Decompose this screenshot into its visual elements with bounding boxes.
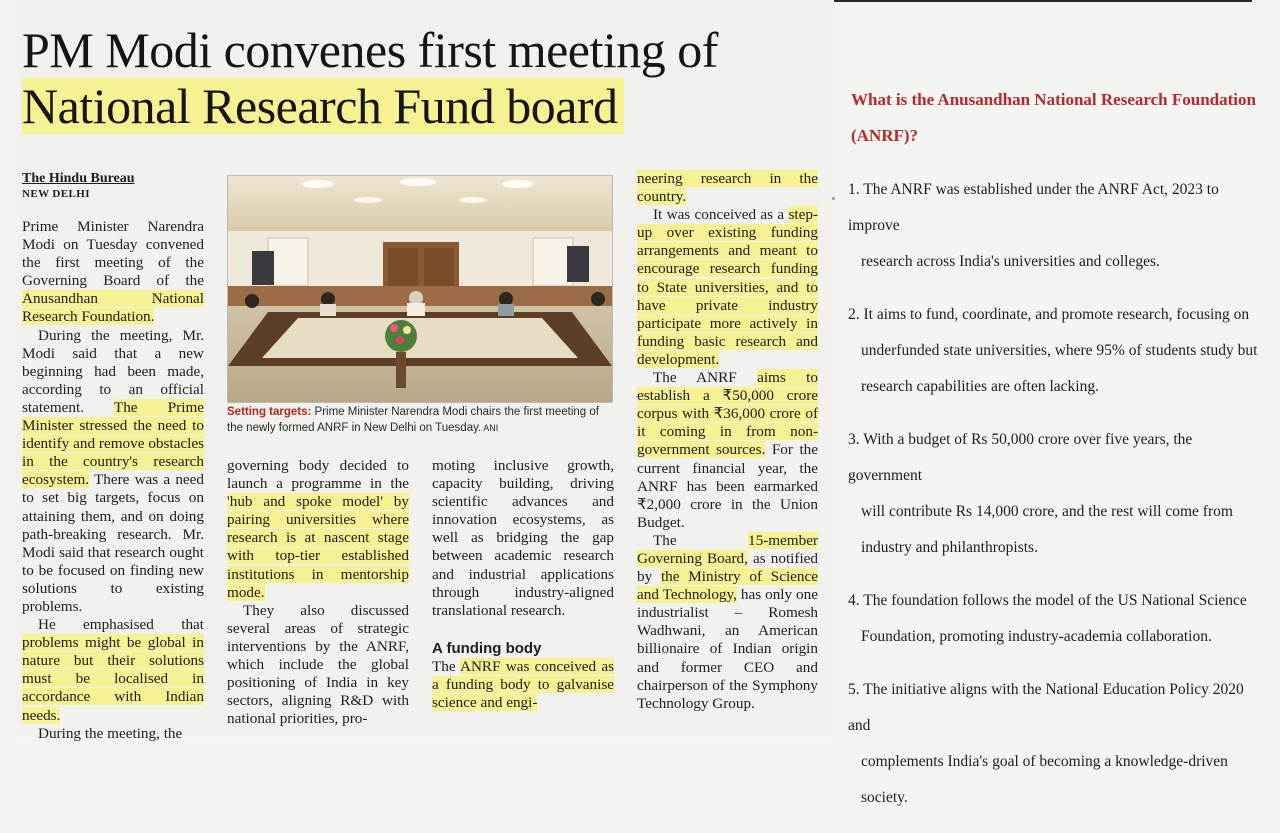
highlighted-text: the Ministry of Science and Technology, xyxy=(637,568,818,604)
highlighted-text: aims to establish a ₹50,000 crore corpus with ₹36,000 crore of it coming in from non-government sources. xyxy=(637,369,818,459)
paragraph xyxy=(227,457,409,602)
subheading: A funding body xyxy=(432,639,542,657)
paragraph-text: For the current financial year, the ANRF has been earmarked ₹2,000 crore in the Union Budget. xyxy=(637,441,818,531)
note-text: With a budget of Rs 50,000 crore over five years, the government xyxy=(848,431,1193,484)
highlighted-text: 'hub and spoke model' by pairing universities where research is at nascent stage with top-tier established institutions in mentorship mode. xyxy=(227,493,409,601)
byline: The Hindu Bureau xyxy=(22,171,135,186)
note-text: will contribute Rs 14,000 crore, and the rest will come from xyxy=(861,503,1233,520)
notes-title: What is the Anusandhan National Research Foundation (ANRF)? xyxy=(851,90,1256,145)
headline-line-1: PM Modi convenes first meeting of xyxy=(22,22,718,78)
highlighted-text: ANRF was conceived as a funding body to galvanise science and engi- xyxy=(432,657,614,712)
meeting-room-image xyxy=(228,176,612,402)
paragraph xyxy=(432,658,614,712)
article-headline xyxy=(22,22,822,134)
note-number: 3. xyxy=(848,431,860,448)
highlighted-text: The Prime Minister stressed the need to identify and remove obstacles in the country's research ecosystem. xyxy=(22,398,204,489)
paragraph-text: They also discussed several areas of strategic interventions by the ANRF, which include the global positioning of India in key sectors, aligning R&D with national priorities, pro- xyxy=(227,601,409,728)
article-column-2 xyxy=(227,457,409,728)
paragraph xyxy=(227,602,409,729)
note-text: industry and philanthropists. xyxy=(861,539,1038,556)
note-text: It aims to fund, coordinate, and promote research, focusing on xyxy=(863,306,1250,323)
highlighted-text: 15-member Governing Board, xyxy=(637,531,818,567)
separator-dot xyxy=(832,197,835,200)
photo-credit: ANI xyxy=(481,423,499,433)
article-column-4 xyxy=(637,170,818,713)
paragraph-text: governing body decided to launch a programme in the xyxy=(227,457,409,493)
paragraph-text: During the meeting, the xyxy=(38,724,183,742)
paragraph-text: The xyxy=(653,531,748,549)
paragraph-text: The xyxy=(432,657,460,675)
note-number: 5. xyxy=(848,681,860,698)
article-column-3 xyxy=(432,457,614,712)
paragraph-text: He emphasised that xyxy=(38,616,204,634)
note-text: The foundation follows the model of the US National Science xyxy=(863,592,1247,609)
paragraph xyxy=(432,457,614,620)
paragraph xyxy=(637,206,818,369)
notes-list xyxy=(848,172,1268,816)
paragraph xyxy=(637,170,818,206)
paragraph xyxy=(22,218,204,327)
note-number: 1. xyxy=(848,181,860,198)
paragraph xyxy=(22,725,204,743)
paragraph-text: Prime Minister Narendra Modi on Tuesday convened the first meeting of the Governing Board of the xyxy=(22,218,204,290)
paragraph xyxy=(637,532,818,713)
note-text: The initiative aligns with the National Education Policy 2020 and xyxy=(848,681,1244,734)
note-number: 2. xyxy=(848,306,860,323)
highlighted-text: step-up over existing funding arrangements and meant to encourage research funding to State universities, and to have private industry participate more actively in funding basic research and development. xyxy=(637,206,818,368)
article-column-1 xyxy=(22,170,204,743)
paragraph-text: as notified by xyxy=(637,549,818,586)
notes-panel xyxy=(848,82,1268,833)
note-text: The ANRF was established under the ANRF Act, 2023 to improve xyxy=(848,181,1219,234)
note-text: complements India's goal of becoming a knowledge-driven society. xyxy=(861,753,1228,806)
meeting-photo xyxy=(227,175,613,403)
dateline: NEW DELHI xyxy=(22,188,90,200)
photo-caption xyxy=(227,404,612,436)
note-text: Foundation, promoting industry-academia collaboration. xyxy=(861,628,1212,645)
paragraph xyxy=(637,369,818,532)
note-text: underfunded state universities, where 95% of students study but xyxy=(861,342,1258,359)
note-item xyxy=(848,172,1268,280)
highlighted-text: neering research in the country. xyxy=(637,170,818,206)
caption-text: Prime Minister Narendra Modi chairs the first meeting of the newly formed ANRF in New Delhi on Tuesday. xyxy=(227,406,599,434)
paragraph-text: The ANRF xyxy=(653,369,758,387)
paragraph-text: There was a need to set big targets, focus on attaining them, and on doing path-breaking research. Mr. Modi said that research ought to be focused on finding new solutions to existing problems. xyxy=(22,471,204,615)
paragraph xyxy=(22,327,204,617)
note-item xyxy=(848,422,1268,566)
paragraph-text: During the meeting, Mr. Modi said that a new beginning had been made, according to an official statement. xyxy=(22,326,204,416)
note-number: 4. xyxy=(848,592,860,609)
highlighted-text: Anusandhan National Research Foundation. xyxy=(22,290,204,326)
note-item xyxy=(848,672,1268,816)
paragraph xyxy=(22,616,204,725)
paragraph-text: It was conceived as a xyxy=(653,206,789,224)
note-text: research capabilities are often lacking. xyxy=(861,378,1099,395)
note-item xyxy=(848,583,1268,655)
note-item xyxy=(848,297,1268,405)
note-text: research across India's universities and colleges. xyxy=(861,253,1160,270)
caption-lead: Setting targets: xyxy=(227,406,312,418)
paragraph-text: moting inclusive growth, capacity building, driving scientific advances and innovation ecosystems, as well as bridging the gap between academic research and industrial applications through industry-aligned translational research. xyxy=(432,457,614,619)
headline-line-2: National Research Fund board xyxy=(22,78,624,134)
highlighted-text: problems might be global in nature but their solutions must be localised in accordance with Indian needs. xyxy=(22,634,204,724)
paragraph-text: has only one industrialist – Romesh Wadhwani, an American billionaire of Indian origin and former CEO and chairperson of the Symphony Technology Group. xyxy=(637,586,818,712)
